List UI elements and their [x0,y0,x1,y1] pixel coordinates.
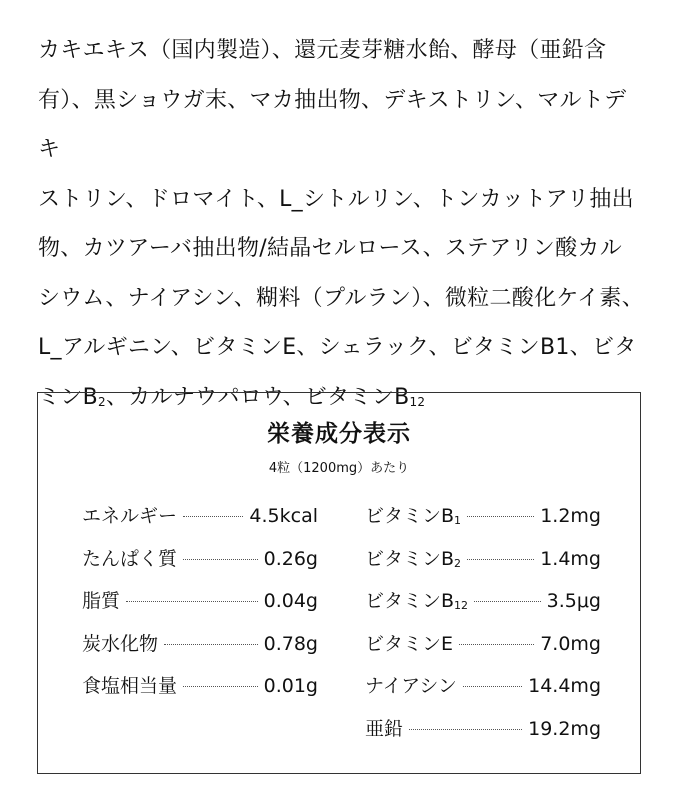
nutrient-label [365,544,461,571]
ingredients-line [38,26,648,76]
nutrient-value: 0.04g [263,590,318,612]
nutrition-column-right [365,501,601,756]
nutrient-label [365,629,453,656]
nutrient-value: 4.5kcal [249,505,318,527]
ingredients-line [38,76,648,175]
dotted-leader [183,686,258,687]
nutrition-column-left [82,501,318,714]
nutrient-label [365,671,457,698]
ingredients-segment: ミンB [38,384,98,410]
nutrition-row [82,544,318,587]
nutrient-name: ビタミンB [365,547,455,570]
dotted-leader [467,559,534,560]
nutrient-name: 炭水化物 [82,632,159,655]
ingredients-line [38,224,648,274]
nutrient-value: 14.4mg [528,675,601,697]
ingredients-segment: シウム、ナイアシン、糊料（プルラン）、微粒二酸化ケイ素、 [38,285,645,311]
nutrient-value: 1.2mg [540,505,601,527]
nutrient-label [365,501,461,528]
nutrient-name: 脂質 [82,590,121,612]
nutrient-label [82,586,120,613]
nutrient-label [365,586,468,613]
nutrient-label [82,544,177,571]
nutrition-title: 栄養成分表示 [267,421,411,447]
nutrient-name: ビタミンE [365,632,454,655]
nutrition-facts-panel [37,392,641,774]
nutrient-value: 0.01g [263,675,318,697]
ingredients-segment: カキエキス（国内製造）、還元麦芽糖水飴、酵母（亜鉛含 [38,38,607,63]
nutrition-row [82,671,318,714]
ingredients-subscript: 2 [98,394,106,409]
ingredients-segment: L_アルギニン、ビタミンE、シェラック、ビタミンB1、ビタ [38,335,637,360]
nutrition-row [365,586,601,629]
nutrition-row [82,586,318,629]
dotted-leader [467,516,534,517]
nutrition-row [365,544,601,587]
nutrient-label [82,629,158,656]
nutrient-subscript: 12 [454,599,469,612]
nutrition-row [365,671,601,714]
dotted-leader [183,516,243,517]
nutrition-row [365,629,601,672]
nutrition-row [365,501,601,544]
nutrient-name: たんぱく質 [82,547,178,570]
nutrient-name: ナイアシン [365,675,457,697]
dotted-leader [409,729,522,730]
dotted-leader [474,601,541,602]
nutrient-subscript: 1 [454,514,462,527]
ingredients-segment: 物、カツアーバ抽出物/結晶セルロース、ステアリン酸カル [38,236,622,261]
nutrient-value: 7.0mg [540,632,601,655]
dotted-leader [463,686,522,687]
ingredients-segment: 有）、黒ショウガ末、マカ抽出物、デキストリン、マルトデキ [38,87,627,162]
nutrient-subscript: 2 [454,556,462,570]
dotted-leader [183,559,258,560]
nutrient-value: 3.5μg [546,590,601,612]
nutrient-name: 亜鉛 [365,717,404,740]
dotted-leader [126,601,258,602]
nutrition-row [82,501,318,544]
nutrient-name: 食塩相当量 [82,675,178,697]
nutrient-value: 0.26g [263,547,318,570]
nutrient-name: ビタミンB [365,590,455,612]
nutrient-value: 1.4mg [540,547,601,570]
ingredients-line [38,323,648,373]
nutrient-value: 0.78g [263,632,318,655]
ingredients-subscript: 12 [409,394,426,409]
ingredients-line [38,175,648,225]
serving-size: 4粒（1200mg）あたり [268,461,410,476]
ingredients-text [38,26,648,422]
ingredients-segment: ストリン、ドロマイト、L_シトルリン、トンカットアリ抽出 [38,186,634,212]
nutrient-value: 19.2mg [528,717,601,740]
nutrient-label [82,501,177,528]
nutrient-name: ビタミンB [365,505,455,527]
nutrition-row [82,629,318,672]
dotted-leader [164,644,258,645]
ingredients-segment: 、カルナウパロウ、ビタミンB [105,384,410,410]
ingredients-line [38,274,648,324]
dotted-leader [459,644,534,645]
nutrient-label [82,671,177,698]
nutrient-label [365,714,403,741]
nutrient-name: エネルギー [82,505,178,527]
nutrition-row [365,714,601,757]
